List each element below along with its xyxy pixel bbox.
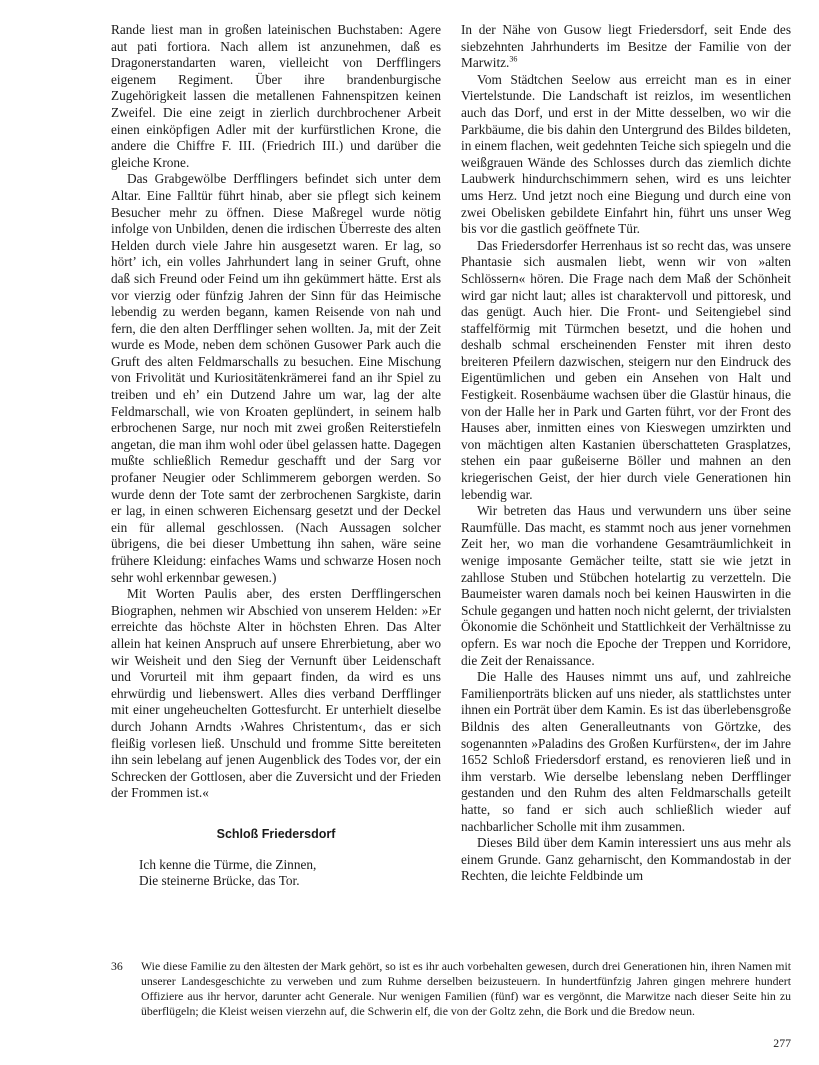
page-number: 277 bbox=[773, 1036, 791, 1050]
footnote-number: 36 bbox=[111, 959, 123, 973]
section-heading: Schloß Friedersdorf bbox=[216, 826, 336, 841]
footnote-text: Wie diese Familie zu den ältesten der Mark gehört, so ist es ihr auch vorbehalten gewesen, durch drei Generationen hin, ihren Namen mit unserer Landesgeschichte zu verweben und zum Ruhme derselben beizusteuern. In hundertfünfzig Jahren gingen mehrere hundert Offiziere aus ihr hervor, darunter acht Generale. Nur wenigen Familien (fünf) war es vergönnt, die Marwitze nach dieser Seite hin zu überflügeln; die Kleist weisen vierzehn auf, die Schwerin elf, die von der Goltz zehn, die Bork und die Bredow neun. bbox=[141, 959, 791, 1019]
footnote bbox=[111, 959, 791, 1019]
paragraph: Vom Städtchen Seelow aus erreicht man es in einer Viertelstunde. Die Landschaft ist reizlos, im wesentlichen auch das Dorf, und erst in der Mitte desselben, wo wir die Parkbäume, die bis dahin den Untergrund des Bildes bildeten, in einem flachen, weit gedehnten Teiche sich spiegeln und die weißgrauen Wände des Schlosses durch das ziemlich dichte Laubwerk hindurchschimmern sehen, wird es uns leichter ums Herz. Und jetzt noch eine Biegung und durch eine von zwei Obelisken gebildete Einfahrt hin, führt uns unser Weg bis vor die gastlich geöffnete Tür. bbox=[461, 71, 791, 237]
paragraph bbox=[461, 22, 791, 72]
right-column bbox=[461, 22, 791, 885]
left-column bbox=[111, 22, 441, 890]
paragraph: Die Halle des Hauses nimmt uns auf, und zahlreiche Familienporträts blicken auf uns nieder, als stattlichstes unter ihnen ein Porträt über dem Kamin. Es ist das überlebensgroße Bildnis des alten Generalleutnants von Görtzke, des sogenannten »Paladins des Großen Kurfürsten«, der im Jahre 1652 Schloß Friedersdorf erstand, es renovieren ließ und in ihm verstarb. Wie derselbe lebenslang neben Derfflinger gestanden und den Ruhm des alten Feldmarschalls geteilt hatte, so fand er sich auch schließlich wieder auf nachbarlicher Scholle mit ihm zusammen. bbox=[461, 669, 791, 834]
verse-line: Ich kenne die Türme, die Zinnen, bbox=[139, 856, 317, 872]
paragraph: Mit Worten Paulis aber, des ersten Derfflingerschen Biographen, nehmen wir Abschied von unserem Helden: »Er erreichte das höchste Alter in höchsten Ehren. Das Alter allein hat keinen Anspruch auf unsere Ehrerbietung, aber wo wir Weisheit und den Sieg der Vernunft über Leidenschaft und Vorurteil mit ihm gepaart finden, da wird es uns ehrwürdig und liebenswert. Alles dies verband Derfflinger mit einer ungeheuchelten Gottesfurcht. Er unterhielt dieselbe durch Johann Arndts ›Wahres Christentum‹, das er sich fleißig vorlesen ließ. Unschuld und fromme Sitte bereiteten ihn sein lebelang auf jenen Augenblick des Todes vor, der ein Schrecken der Gottlosen, aber die Zuversicht und der Frieden der Frommen ist.« bbox=[111, 586, 441, 801]
paragraph: Dieses Bild über dem Kamin interessiert uns aus mehr als einem Grunde. Ganz geharnischt, den Kommandostab in der Rechten, die leichte Feldbinde um bbox=[461, 835, 791, 884]
paragraph: Das Friedersdorfer Herrenhaus ist so recht das, was unsere Phantasie sich ausmalen liebt, wenn wir von »alten Schlössern« hören. Die Frage nach dem Maß der Schönheit wird gar nicht laut; alles ist charaktervoll und pittoresk, und das genügt. Auch hier. Die Front- und Seitengiebel sind staffelförmig mit Türmchen besetzt, und die hohen und deshalb schmal erscheinenden Fenster mit ihren desto breiteren Pfeilern dazwischen, steigern nur den Eindruck des Eigentümlichen und geben ein Ansehen von Halt und Festigkeit. Rosenbäume wachsen über die Glastür hinaus, die von der Halle her in Park und Garten führt, vor der Front des Hauses aber, inmitten eines von Kieswegen umzirkten und von mächtigen alten Kastanien überschatteten Grasplatzes, stehen ein paar gußeiserne Böller und mahnen an den kriegerischen Geist, der hier durch viele Generationen hin lebendig war. bbox=[461, 237, 791, 502]
paragraph-text: In der Nähe von Gusow liegt Friedersdorf, seit Ende des siebzehnten Jahrhunderts im Besitze der Familie von der Marwitz. bbox=[461, 22, 791, 71]
verse bbox=[111, 857, 441, 890]
paragraph: Das Grabgewölbe Derfflingers befindet sich unter dem Altar. Eine Falltür führt hinab, aber sie pflegt sich keinem Besucher mehr zu öffnen. Diese Maßregel wurde nötig infolge von Unbilden, denen die irdischen Überreste des alten Helden durch viele Jahre hin ausgesetzt waren. Er lag, so hört’ ich, ein volles Jahrhundert lang in seiner Gruft, ohne daß sich Freund oder Feind um ihn gekümmert hätte. Erst als vor vierzig oder fünfzig Jahren der Sinn für das Heimische lebendig zu werden begann, kamen Reisende von nah und fern, die den alten Derfflinger sehen wollten. Ja, mit der Zeit wurde es Mode, neben dem schönen Gusower Park auch die Gruft des alten Feldmarschalls zu besuchen. Eine Mischung von Frivolität und Kuriositätenkrämerei fand an ihr Spiel zu treiben und eh’ ein Dutzend Jahre um war, lag der alte Feldmarschall, wie von Kroaten geplündert, in seinem halb erbrochenen Sarge, nur noch mit zwei großen Reiterstiefeln angetan, die man ihm wohl oder übel gelassen hatte. Dagegen mußte schließlich Remedur geschafft und der Sarg vor profaner Neugier oder Schlimmerem geborgen werden. So wurde denn der Tote samt der zerbrochenen Sargkiste, darin er lag, in einen schweren Eichensarg gesetzt und der Deckel ein für allemal geschlossen. (Nach Aussagen solcher übrigens, die bei dieser Umbettung ihn sahen, wäre seine frühere Kleidung: einfaches Wams und schwarze Hosen noch sehr wohl erkennbar gewesen.) bbox=[111, 171, 441, 585]
paragraph: Rande liest man in großen lateinischen Buchstaben: Agere aut pati fortiora. Nach allem ist anzunehmen, daß es Dragonerstandarten waren, vielleicht von Derfflingers eigenem Regiment. Über ihre brandenburgische Zugehörigkeit lassen die metallenen Fahnenspitzen keinen Zweifel. Die eine zeigt in zierlich durchbrochener Arbeit einen einköpfigen Adler mit der kurfürstlichen Krone, die andere die Chiffre F. III. (Friedrich III.) und darüber die gleiche Krone. bbox=[111, 22, 441, 170]
paragraph: Wir betreten das Haus und verwundern uns über seine Raumfülle. Das macht, es stammt noch aus jener vornehmen Zeit her, wo man die vorhandene Gesamträumlichkeit in wenige imposante Gemächer teilte, statt sie wie jetzt in zahllose Stuben und Stübchen hotelartig zu verzetteln. Die Baumeister waren damals noch bei keinen Hauswirten in die Schule gegangen und hatten noch nicht gelernt, der trivialsten Ökonomie die Schönheit und Stattlichkeit der Verhältnisse zu opfern. Es war noch die Epoche der Treppen und Korridore, die Zeit der Renaissance. bbox=[461, 503, 791, 668]
footnote-marker: 36 bbox=[509, 54, 518, 64]
verse-line: Die steinerne Brücke, das Tor. bbox=[139, 873, 300, 889]
